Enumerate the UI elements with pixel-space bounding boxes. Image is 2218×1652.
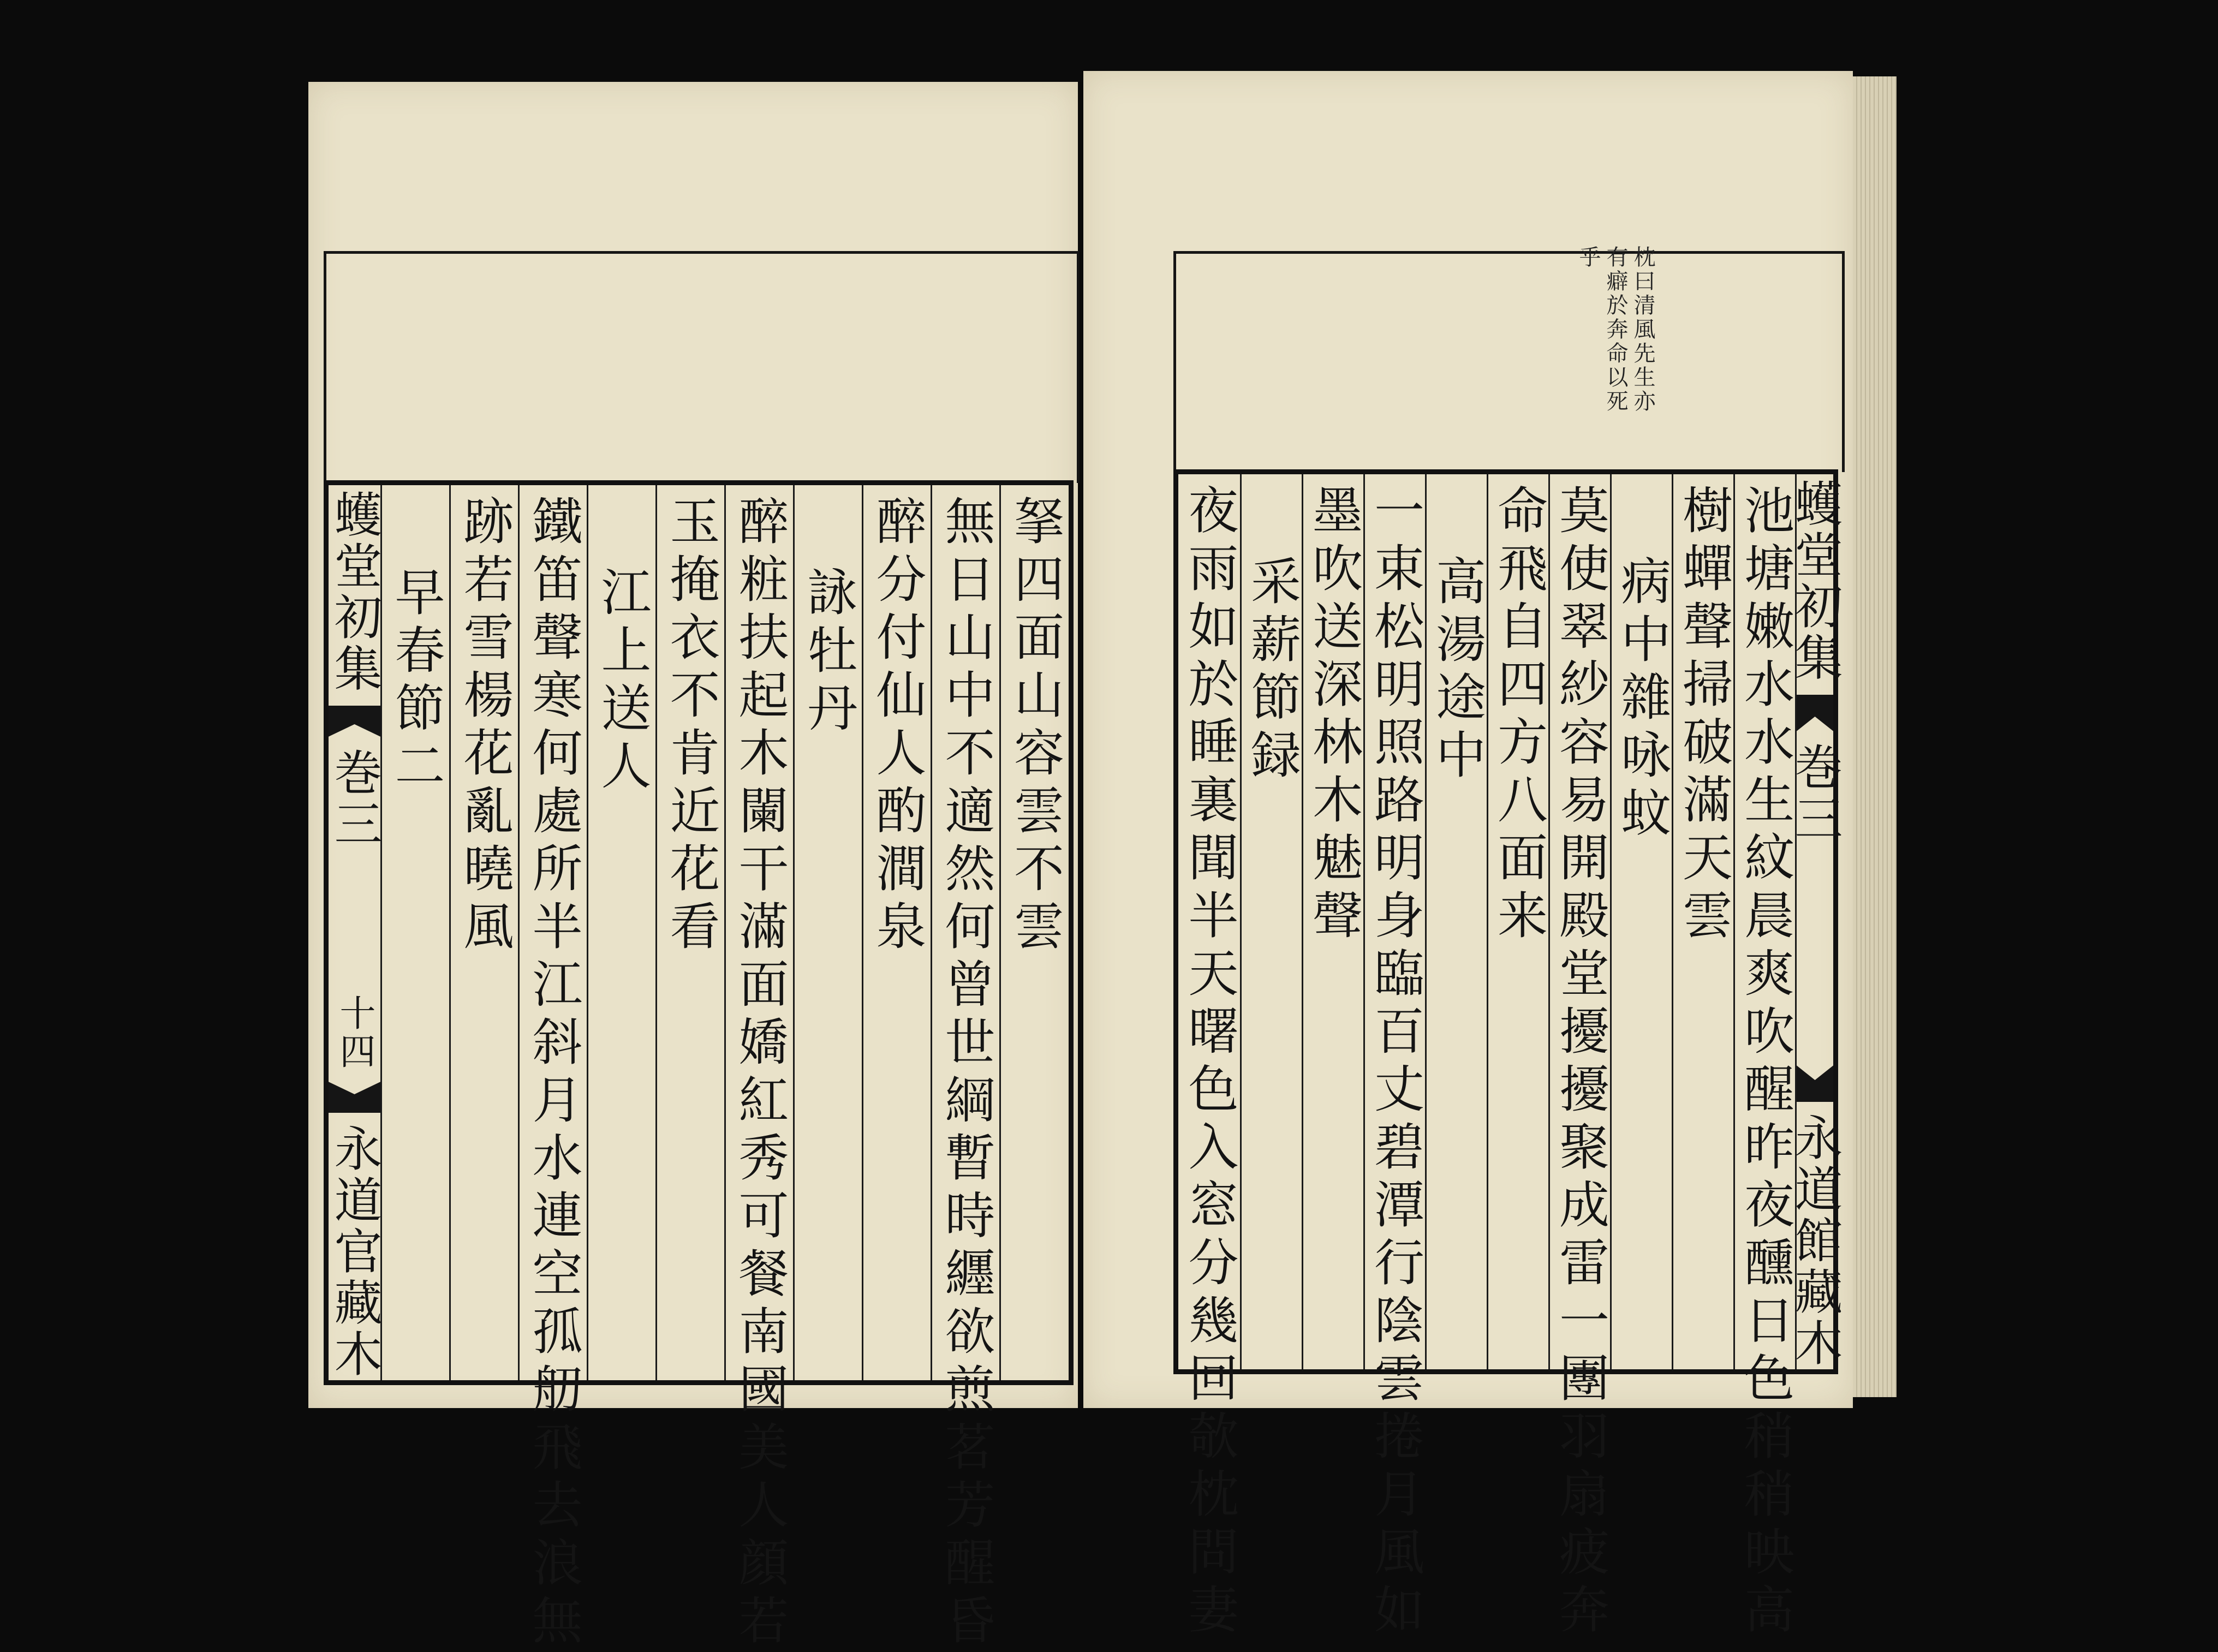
- column-text: 江上送人: [593, 566, 652, 797]
- fold-publisher: 永道館藏木: [1787, 1112, 1844, 1369]
- fold-volume: 巻三: [1787, 742, 1844, 845]
- text-column: [655, 485, 724, 1380]
- column-text: 命飛自四方八面来: [1489, 484, 1548, 947]
- text-column: [1425, 474, 1487, 1369]
- text-column: [862, 485, 931, 1380]
- header-note-line: 乎: [1576, 246, 1601, 270]
- text-column: [1302, 474, 1363, 1369]
- text-column: [999, 485, 1069, 1380]
- header-note-line: 枕曰清風先生亦: [1630, 246, 1655, 414]
- fold-volume: 巻三: [326, 747, 383, 850]
- text-column: [1178, 474, 1240, 1641]
- text-column: [380, 485, 449, 1380]
- text-column: [1548, 474, 1610, 1641]
- column-text: 池塘嫩水水生紋晨爽吹醒昨夜醺日色稍稍映高: [1736, 484, 1794, 1641]
- header-box: [324, 251, 1080, 483]
- text-column: [931, 485, 999, 1652]
- column-text: 醉分付仙人酌澗泉: [868, 495, 927, 958]
- column-text: 鐵笛聲寒何處所半江斜月水連空孤舠飛去浪無: [524, 495, 583, 1652]
- page-fore-edge: [1853, 76, 1897, 1397]
- fishtail-mark-lower: [329, 1082, 380, 1113]
- text-column: [1733, 474, 1795, 1641]
- column-text: 莫使翠紗容易開殿堂擾擾聚成雷一團羽扇疲奔: [1551, 484, 1609, 1641]
- text-column: [449, 485, 518, 1380]
- column-text: 玉掩衣不肯近花看: [661, 495, 720, 958]
- text-column: [793, 485, 862, 1380]
- column-text: 夜雨如於睡裏聞半天曙色入窓分幾回欹枕問妻: [1180, 484, 1239, 1641]
- text-column: [724, 485, 793, 1652]
- center-fold: [1787, 474, 1844, 1369]
- column-text: 采薪節録: [1243, 555, 1301, 786]
- column-text: 一束松明照路明身臨百丈碧潭行陰雲捲月風如: [1366, 484, 1424, 1641]
- text-column: [1672, 474, 1733, 1369]
- column-text: 高湯途中: [1428, 555, 1486, 786]
- fishtail-mark-lower: [1797, 1065, 1833, 1102]
- text-column: [1240, 474, 1302, 1369]
- column-text: 醉粧扶起木闌干滿面嬌紅秀可餐南國美人顔若: [730, 495, 789, 1652]
- column-text: 詠牡丹: [799, 566, 858, 739]
- text-column: [1487, 474, 1548, 1369]
- fishtail-mark: [1797, 695, 1833, 731]
- fishtail-mark: [329, 706, 380, 737]
- left-page: [308, 82, 1078, 1652]
- column-text: 拏四面山容雲不雲: [1006, 495, 1064, 958]
- column-text: 無日山中不適然何曾世綱暫時纒欲煎茗芳醒昏: [937, 495, 995, 1652]
- column-text: 墨吹送深林木魅聲: [1304, 484, 1363, 947]
- text-column: [587, 485, 655, 1380]
- text-frame: [1173, 469, 1844, 1641]
- header-box: [1173, 251, 1845, 472]
- column-text: 早春節二: [386, 566, 445, 797]
- fold-title: 蠖堂初集: [326, 490, 383, 695]
- column-text: 病中雜咏蚊: [1613, 555, 1671, 844]
- right-page: [1083, 71, 1853, 1641]
- column-text: 跡若雪楊花亂曉風: [455, 495, 514, 958]
- text-column: [518, 485, 587, 1652]
- header-note-line: 有癖於奔命以死: [1603, 246, 1628, 414]
- column-text: 樹蟬聲掃破滿天雲: [1674, 484, 1733, 947]
- fold-page-number: 十四: [333, 994, 375, 1071]
- center-fold: [326, 485, 383, 1380]
- text-column: [1610, 474, 1672, 1369]
- text-column: [1363, 474, 1425, 1641]
- fold-title: 蠖堂初集: [1787, 479, 1844, 684]
- fold-publisher: 永道官藏木: [326, 1124, 383, 1380]
- text-frame: [324, 480, 1074, 1652]
